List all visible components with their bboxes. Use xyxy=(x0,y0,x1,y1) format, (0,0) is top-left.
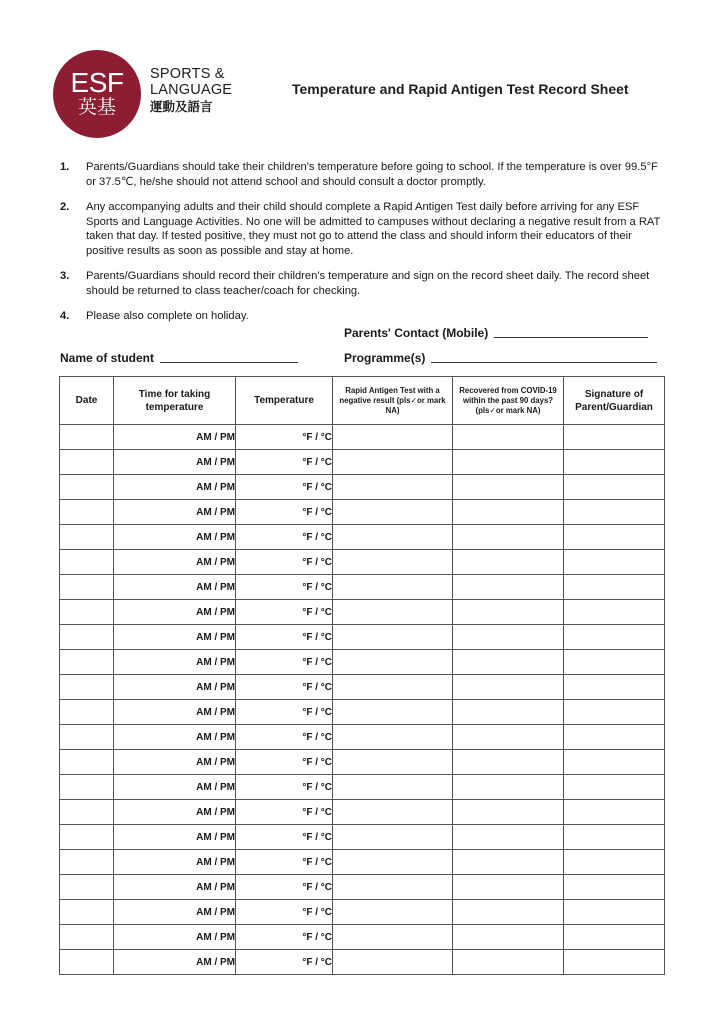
recovered-cell[interactable] xyxy=(453,875,564,900)
recovered-cell[interactable] xyxy=(453,675,564,700)
date-cell[interactable] xyxy=(60,750,114,775)
temperature-cell[interactable]: °F / °C xyxy=(236,825,333,850)
rat-cell[interactable] xyxy=(333,575,453,600)
recovered-cell[interactable] xyxy=(453,500,564,525)
logo-text-zh: 英基 xyxy=(77,96,116,118)
temperature-cell[interactable]: °F / °C xyxy=(236,675,333,700)
header-signature: Signature of Parent/Guardian xyxy=(564,377,665,425)
temperature-cell[interactable]: °F / °C xyxy=(236,850,333,875)
recovered-cell[interactable] xyxy=(453,625,564,650)
date-cell[interactable] xyxy=(60,650,114,675)
brand-line-2: LANGUAGE xyxy=(150,82,233,98)
time-cell[interactable]: AM / PM xyxy=(114,850,236,875)
date-cell[interactable] xyxy=(60,875,114,900)
rat-cell[interactable] xyxy=(333,750,453,775)
rat-cell[interactable] xyxy=(333,475,453,500)
recovered-cell[interactable] xyxy=(453,750,564,775)
temperature-cell[interactable]: °F / °C xyxy=(236,525,333,550)
instruction-item xyxy=(60,309,665,324)
header-date: Date xyxy=(60,377,114,425)
instruction-text: Any accompanying adults and their child should complete a Rapid Antigen Test daily before arriving for any ESF Sports and Language Activities. No one will be admitted to campuses without declaring a negative result from a RAT taken that day. If tested positive, they must not go to attend the class and should inform their educators of their positive results as soon as possible and stay at home. xyxy=(86,201,661,257)
parents-contact-field xyxy=(344,326,648,340)
signature-cell[interactable] xyxy=(564,550,665,575)
recovered-cell[interactable] xyxy=(453,950,564,975)
rat-cell[interactable] xyxy=(333,550,453,575)
date-cell[interactable] xyxy=(60,950,114,975)
signature-cell[interactable] xyxy=(564,675,665,700)
table-row xyxy=(60,650,665,675)
rat-cell[interactable] xyxy=(333,525,453,550)
rat-cell[interactable] xyxy=(333,725,453,750)
instruction-item xyxy=(60,269,665,298)
time-cell[interactable]: AM / PM xyxy=(114,825,236,850)
instruction-text: Parents/Guardians should take their children's temperature before going to school. If the temperature is over 99.5°F or 37.5℃, he/she should not attend school and should consult a doctor promptly. xyxy=(86,161,658,188)
time-cell[interactable]: AM / PM xyxy=(114,900,236,925)
recovered-cell[interactable] xyxy=(453,550,564,575)
temperature-cell[interactable]: °F / °C xyxy=(236,500,333,525)
header-temperature: Temperature xyxy=(236,377,333,425)
date-cell[interactable] xyxy=(60,550,114,575)
signature-cell[interactable] xyxy=(564,825,665,850)
rat-cell[interactable] xyxy=(333,800,453,825)
rat-cell[interactable] xyxy=(333,450,453,475)
signature-cell[interactable] xyxy=(564,525,665,550)
rat-cell[interactable] xyxy=(333,625,453,650)
brand-name xyxy=(150,66,232,115)
date-cell[interactable] xyxy=(60,625,114,650)
signature-cell[interactable] xyxy=(564,950,665,975)
time-cell[interactable]: AM / PM xyxy=(114,800,236,825)
signature-cell[interactable] xyxy=(564,600,665,625)
time-cell[interactable]: AM / PM xyxy=(114,875,236,900)
time-cell[interactable]: AM / PM xyxy=(114,425,236,450)
time-cell[interactable]: AM / PM xyxy=(114,775,236,800)
rat-cell[interactable] xyxy=(333,650,453,675)
date-cell[interactable] xyxy=(60,900,114,925)
table-row xyxy=(60,450,665,475)
recovered-cell[interactable] xyxy=(453,475,564,500)
signature-cell[interactable] xyxy=(564,650,665,675)
record-table-body xyxy=(60,425,665,975)
time-cell[interactable]: AM / PM xyxy=(114,950,236,975)
parents-contact-input-line[interactable] xyxy=(494,336,648,338)
table-row xyxy=(60,700,665,725)
rat-cell[interactable] xyxy=(333,500,453,525)
header-rat: Rapid Antigen Test with a negative result (pls✓or mark NA) xyxy=(333,377,453,425)
temperature-cell[interactable]: °F / °C xyxy=(236,425,333,450)
signature-cell[interactable] xyxy=(564,450,665,475)
temperature-cell[interactable]: °F / °C xyxy=(236,650,333,675)
instruction-text: Parents/Guardians should record their children's temperature and sign on the record sheet daily. The record sheet should be returned to class teacher/coach for checking. xyxy=(86,270,650,297)
signature-cell[interactable] xyxy=(564,750,665,775)
signature-cell[interactable] xyxy=(564,700,665,725)
signature-cell[interactable] xyxy=(564,800,665,825)
recovered-cell[interactable] xyxy=(453,450,564,475)
date-cell[interactable] xyxy=(60,925,114,950)
table-row xyxy=(60,500,665,525)
signature-cell[interactable] xyxy=(564,925,665,950)
rat-cell[interactable] xyxy=(333,700,453,725)
table-row xyxy=(60,525,665,550)
date-cell[interactable] xyxy=(60,600,114,625)
date-cell[interactable] xyxy=(60,425,114,450)
table-row xyxy=(60,850,665,875)
time-cell[interactable]: AM / PM xyxy=(114,500,236,525)
date-cell[interactable] xyxy=(60,500,114,525)
date-cell[interactable] xyxy=(60,475,114,500)
signature-cell[interactable] xyxy=(564,475,665,500)
signature-cell[interactable] xyxy=(564,850,665,875)
rat-cell[interactable] xyxy=(333,425,453,450)
table-row xyxy=(60,600,665,625)
recovered-cell[interactable] xyxy=(453,650,564,675)
recovered-cell[interactable] xyxy=(453,725,564,750)
date-cell[interactable] xyxy=(60,525,114,550)
student-name-input-line[interactable] xyxy=(160,361,298,363)
table-row xyxy=(60,875,665,900)
instruction-number: 2. xyxy=(60,201,70,213)
temperature-cell[interactable]: °F / °C xyxy=(236,750,333,775)
time-cell[interactable]: AM / PM xyxy=(114,575,236,600)
brand-line-zh: 運動及語言 xyxy=(150,100,213,114)
table-row xyxy=(60,575,665,600)
record-table xyxy=(59,376,665,975)
header-recovered: Recovered from COVID-19 within the past 90 days? (pls✓or mark NA) xyxy=(453,377,564,425)
rat-cell[interactable] xyxy=(333,875,453,900)
table-row xyxy=(60,725,665,750)
date-cell[interactable] xyxy=(60,725,114,750)
table-row xyxy=(60,950,665,975)
rat-cell[interactable] xyxy=(333,775,453,800)
header-time: Time for taking temperature xyxy=(114,377,236,425)
recovered-cell[interactable] xyxy=(453,925,564,950)
table-row xyxy=(60,900,665,925)
instruction-item xyxy=(60,160,665,189)
table-row xyxy=(60,800,665,825)
date-cell[interactable] xyxy=(60,775,114,800)
temperature-cell[interactable]: °F / °C xyxy=(236,475,333,500)
temperature-cell[interactable]: °F / °C xyxy=(236,925,333,950)
table-row xyxy=(60,625,665,650)
date-cell[interactable] xyxy=(60,825,114,850)
rat-cell[interactable] xyxy=(333,675,453,700)
recovered-cell[interactable] xyxy=(453,800,564,825)
instruction-number: 3. xyxy=(60,270,70,282)
instructions-list xyxy=(60,160,665,335)
table-row xyxy=(60,750,665,775)
time-cell[interactable]: AM / PM xyxy=(114,525,236,550)
table-row xyxy=(60,825,665,850)
rat-cell[interactable] xyxy=(333,850,453,875)
signature-cell[interactable] xyxy=(564,725,665,750)
time-cell[interactable]: AM / PM xyxy=(114,475,236,500)
time-cell[interactable]: AM / PM xyxy=(114,650,236,675)
temperature-cell[interactable]: °F / °C xyxy=(236,625,333,650)
instruction-number: 1. xyxy=(60,161,70,173)
signature-cell[interactable] xyxy=(564,625,665,650)
esf-logo xyxy=(53,50,141,138)
student-name-label: Name of student xyxy=(60,351,155,365)
rat-cell[interactable] xyxy=(333,600,453,625)
signature-cell[interactable] xyxy=(564,875,665,900)
recovered-cell[interactable] xyxy=(453,775,564,800)
table-row xyxy=(60,675,665,700)
date-cell[interactable] xyxy=(60,575,114,600)
brand-line-1: SPORTS & xyxy=(150,66,225,82)
recovered-cell[interactable] xyxy=(453,700,564,725)
time-cell[interactable]: AM / PM xyxy=(114,600,236,625)
rat-cell[interactable] xyxy=(333,925,453,950)
time-cell[interactable]: AM / PM xyxy=(114,725,236,750)
date-cell[interactable] xyxy=(60,700,114,725)
temperature-cell[interactable]: °F / °C xyxy=(236,875,333,900)
rat-cell[interactable] xyxy=(333,950,453,975)
temperature-cell[interactable]: °F / °C xyxy=(236,725,333,750)
recovered-cell[interactable] xyxy=(453,825,564,850)
temperature-cell[interactable]: °F / °C xyxy=(236,900,333,925)
programme-field xyxy=(344,351,657,365)
programme-label: Programme(s) xyxy=(344,351,426,365)
date-cell[interactable] xyxy=(60,450,114,475)
signature-cell[interactable] xyxy=(564,900,665,925)
temperature-cell[interactable]: °F / °C xyxy=(236,775,333,800)
temperature-cell[interactable]: °F / °C xyxy=(236,800,333,825)
recovered-cell[interactable] xyxy=(453,425,564,450)
time-cell[interactable]: AM / PM xyxy=(114,675,236,700)
recovered-cell[interactable] xyxy=(453,600,564,625)
rat-cell[interactable] xyxy=(333,825,453,850)
date-cell[interactable] xyxy=(60,800,114,825)
temperature-cell[interactable]: °F / °C xyxy=(236,450,333,475)
table-row xyxy=(60,550,665,575)
document-title: Temperature and Rapid Antigen Test Record Sheet xyxy=(292,81,629,97)
signature-cell[interactable] xyxy=(564,500,665,525)
time-cell[interactable]: AM / PM xyxy=(114,625,236,650)
time-cell[interactable]: AM / PM xyxy=(114,550,236,575)
temperature-cell[interactable]: °F / °C xyxy=(236,550,333,575)
time-cell[interactable]: AM / PM xyxy=(114,450,236,475)
rat-cell[interactable] xyxy=(333,900,453,925)
date-cell[interactable] xyxy=(60,675,114,700)
temperature-cell[interactable]: °F / °C xyxy=(236,700,333,725)
table-row xyxy=(60,925,665,950)
programme-input-line[interactable] xyxy=(431,361,657,363)
recovered-cell[interactable] xyxy=(453,575,564,600)
table-row xyxy=(60,425,665,450)
table-row xyxy=(60,475,665,500)
temperature-cell[interactable]: °F / °C xyxy=(236,600,333,625)
date-cell[interactable] xyxy=(60,850,114,875)
time-cell[interactable]: AM / PM xyxy=(114,700,236,725)
recovered-cell[interactable] xyxy=(453,850,564,875)
logo-text-en: ESF xyxy=(70,66,124,98)
instruction-text: Please also complete on holiday. xyxy=(86,310,249,322)
time-cell[interactable]: AM / PM xyxy=(114,925,236,950)
recovered-cell[interactable] xyxy=(453,900,564,925)
instruction-number: 4. xyxy=(60,310,70,322)
student-name-field xyxy=(60,351,298,365)
instruction-item xyxy=(60,200,665,258)
parents-contact-label: Parents' Contact (Mobile) xyxy=(344,326,489,340)
time-cell[interactable]: AM / PM xyxy=(114,750,236,775)
temperature-cell[interactable]: °F / °C xyxy=(236,575,333,600)
recovered-cell[interactable] xyxy=(453,525,564,550)
signature-cell[interactable] xyxy=(564,425,665,450)
temperature-cell[interactable]: °F / °C xyxy=(236,950,333,975)
signature-cell[interactable] xyxy=(564,575,665,600)
table-row xyxy=(60,775,665,800)
signature-cell[interactable] xyxy=(564,775,665,800)
